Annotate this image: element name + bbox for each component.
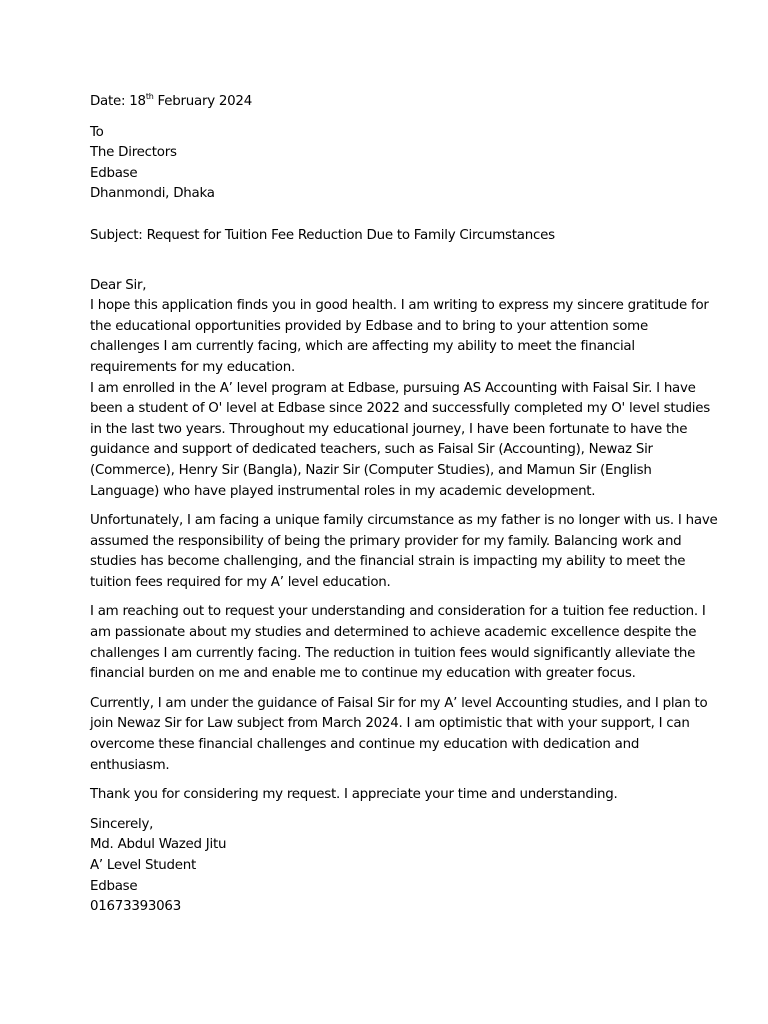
paragraph-line: financial burden on me and enable me to continue my education with greater focus.	[90, 666, 636, 682]
paragraph-line: tuition fees required for my A’ level education.	[90, 574, 391, 590]
sender-role: A’ Level Student	[90, 858, 196, 873]
paragraph-6	[90, 785, 690, 806]
paragraph-line: Thank you for considering my request. I appreciate your time and understanding.	[90, 787, 618, 803]
paragraph-line: the educational opportunities provided by Edbase and to bring to your attention some	[90, 318, 648, 334]
subject-line: Subject: Request for Tuition Fee Reduction Due to Family Circumstances	[90, 227, 555, 243]
recipient-line: To	[90, 124, 104, 140]
paragraph-1	[90, 296, 709, 378]
paragraph-3	[90, 511, 718, 593]
date-prefix: Date: 18	[90, 94, 146, 109]
sender-phone: 01673393063	[90, 899, 181, 915]
recipient-block	[90, 123, 690, 205]
paragraph-line: guidance and support of dedicated teachers, such as Faisal Sir (Accounting), Newaz Sir	[90, 442, 653, 458]
paragraph-5	[90, 694, 708, 776]
date-superscript: th	[145, 91, 154, 101]
paragraph-line: challenges I am currently facing. The reduction in tuition fees would significantly alleviate the	[90, 645, 696, 661]
signature-block	[90, 815, 690, 918]
paragraph-line: (Commerce), Henry Sir (Bangla), Nazir Sir (Computer Studies), and Mamun Sir (English	[90, 462, 652, 478]
paragraph-line: I hope this application finds you in good health. I am writing to express my sincere gratitude for	[90, 298, 709, 314]
paragraph-line: studies has become challenging, and the financial strain is impacting my ability to meet the	[90, 554, 686, 570]
paragraph-line: requirements for my education.	[90, 359, 295, 375]
paragraph-line: Unfortunately, I am facing a unique family circumstance as my father is no longer with us. I have	[90, 513, 718, 529]
paragraph-2	[90, 379, 710, 503]
paragraph-line: overcome these financial challenges and continue my education with dedication and	[90, 737, 640, 753]
sender-name: Md. Abdul Wazed Jitu	[90, 837, 227, 853]
paragraph-line: enthusiasm.	[90, 757, 170, 773]
recipient-line: Edbase	[90, 165, 138, 181]
date-line	[90, 92, 690, 113]
recipient-line: Dhanmondi, Dhaka	[90, 186, 215, 202]
paragraph-4	[90, 602, 706, 684]
paragraph-line: am passionate about my studies and determined to achieve academic excellence despite the	[90, 625, 697, 641]
paragraph-line: challenges I am currently facing, which are affecting my ability to meet the financial	[90, 339, 635, 355]
paragraph-line: Language) who have played instrumental roles in my academic development.	[90, 483, 596, 499]
letter-page	[90, 91, 718, 918]
closing: Sincerely,	[90, 816, 154, 832]
salutation: Dear Sir,	[90, 277, 147, 293]
paragraph-line: assumed the responsibility of being the primary provider for my family. Balancing work and	[90, 533, 682, 549]
paragraph-line: in the last two years. Throughout my educational journey, I have been fortunate to have the	[90, 421, 688, 437]
paragraph-line: been a student of O' level at Edbase since 2022 and successfully completed my O' level studies	[90, 401, 710, 417]
paragraph-line: Currently, I am under the guidance of Faisal Sir for my A’ level Accounting studies, and I plan to	[90, 695, 708, 711]
paragraph-line: join Newaz Sir for Law subject from March 2024. I am optimistic that with your support, I can	[90, 716, 690, 732]
sender-institution: Edbase	[90, 878, 138, 894]
paragraph-line: I am reaching out to request your understanding and consideration for a tuition fee reduction. I	[90, 604, 706, 620]
date-suffix: February 2024	[153, 94, 252, 109]
recipient-line: The Directors	[90, 145, 177, 161]
paragraph-line: I am enrolled in the A’ level program at Edbase, pursuing AS Accounting with Faisal Sir. I have	[90, 380, 696, 396]
